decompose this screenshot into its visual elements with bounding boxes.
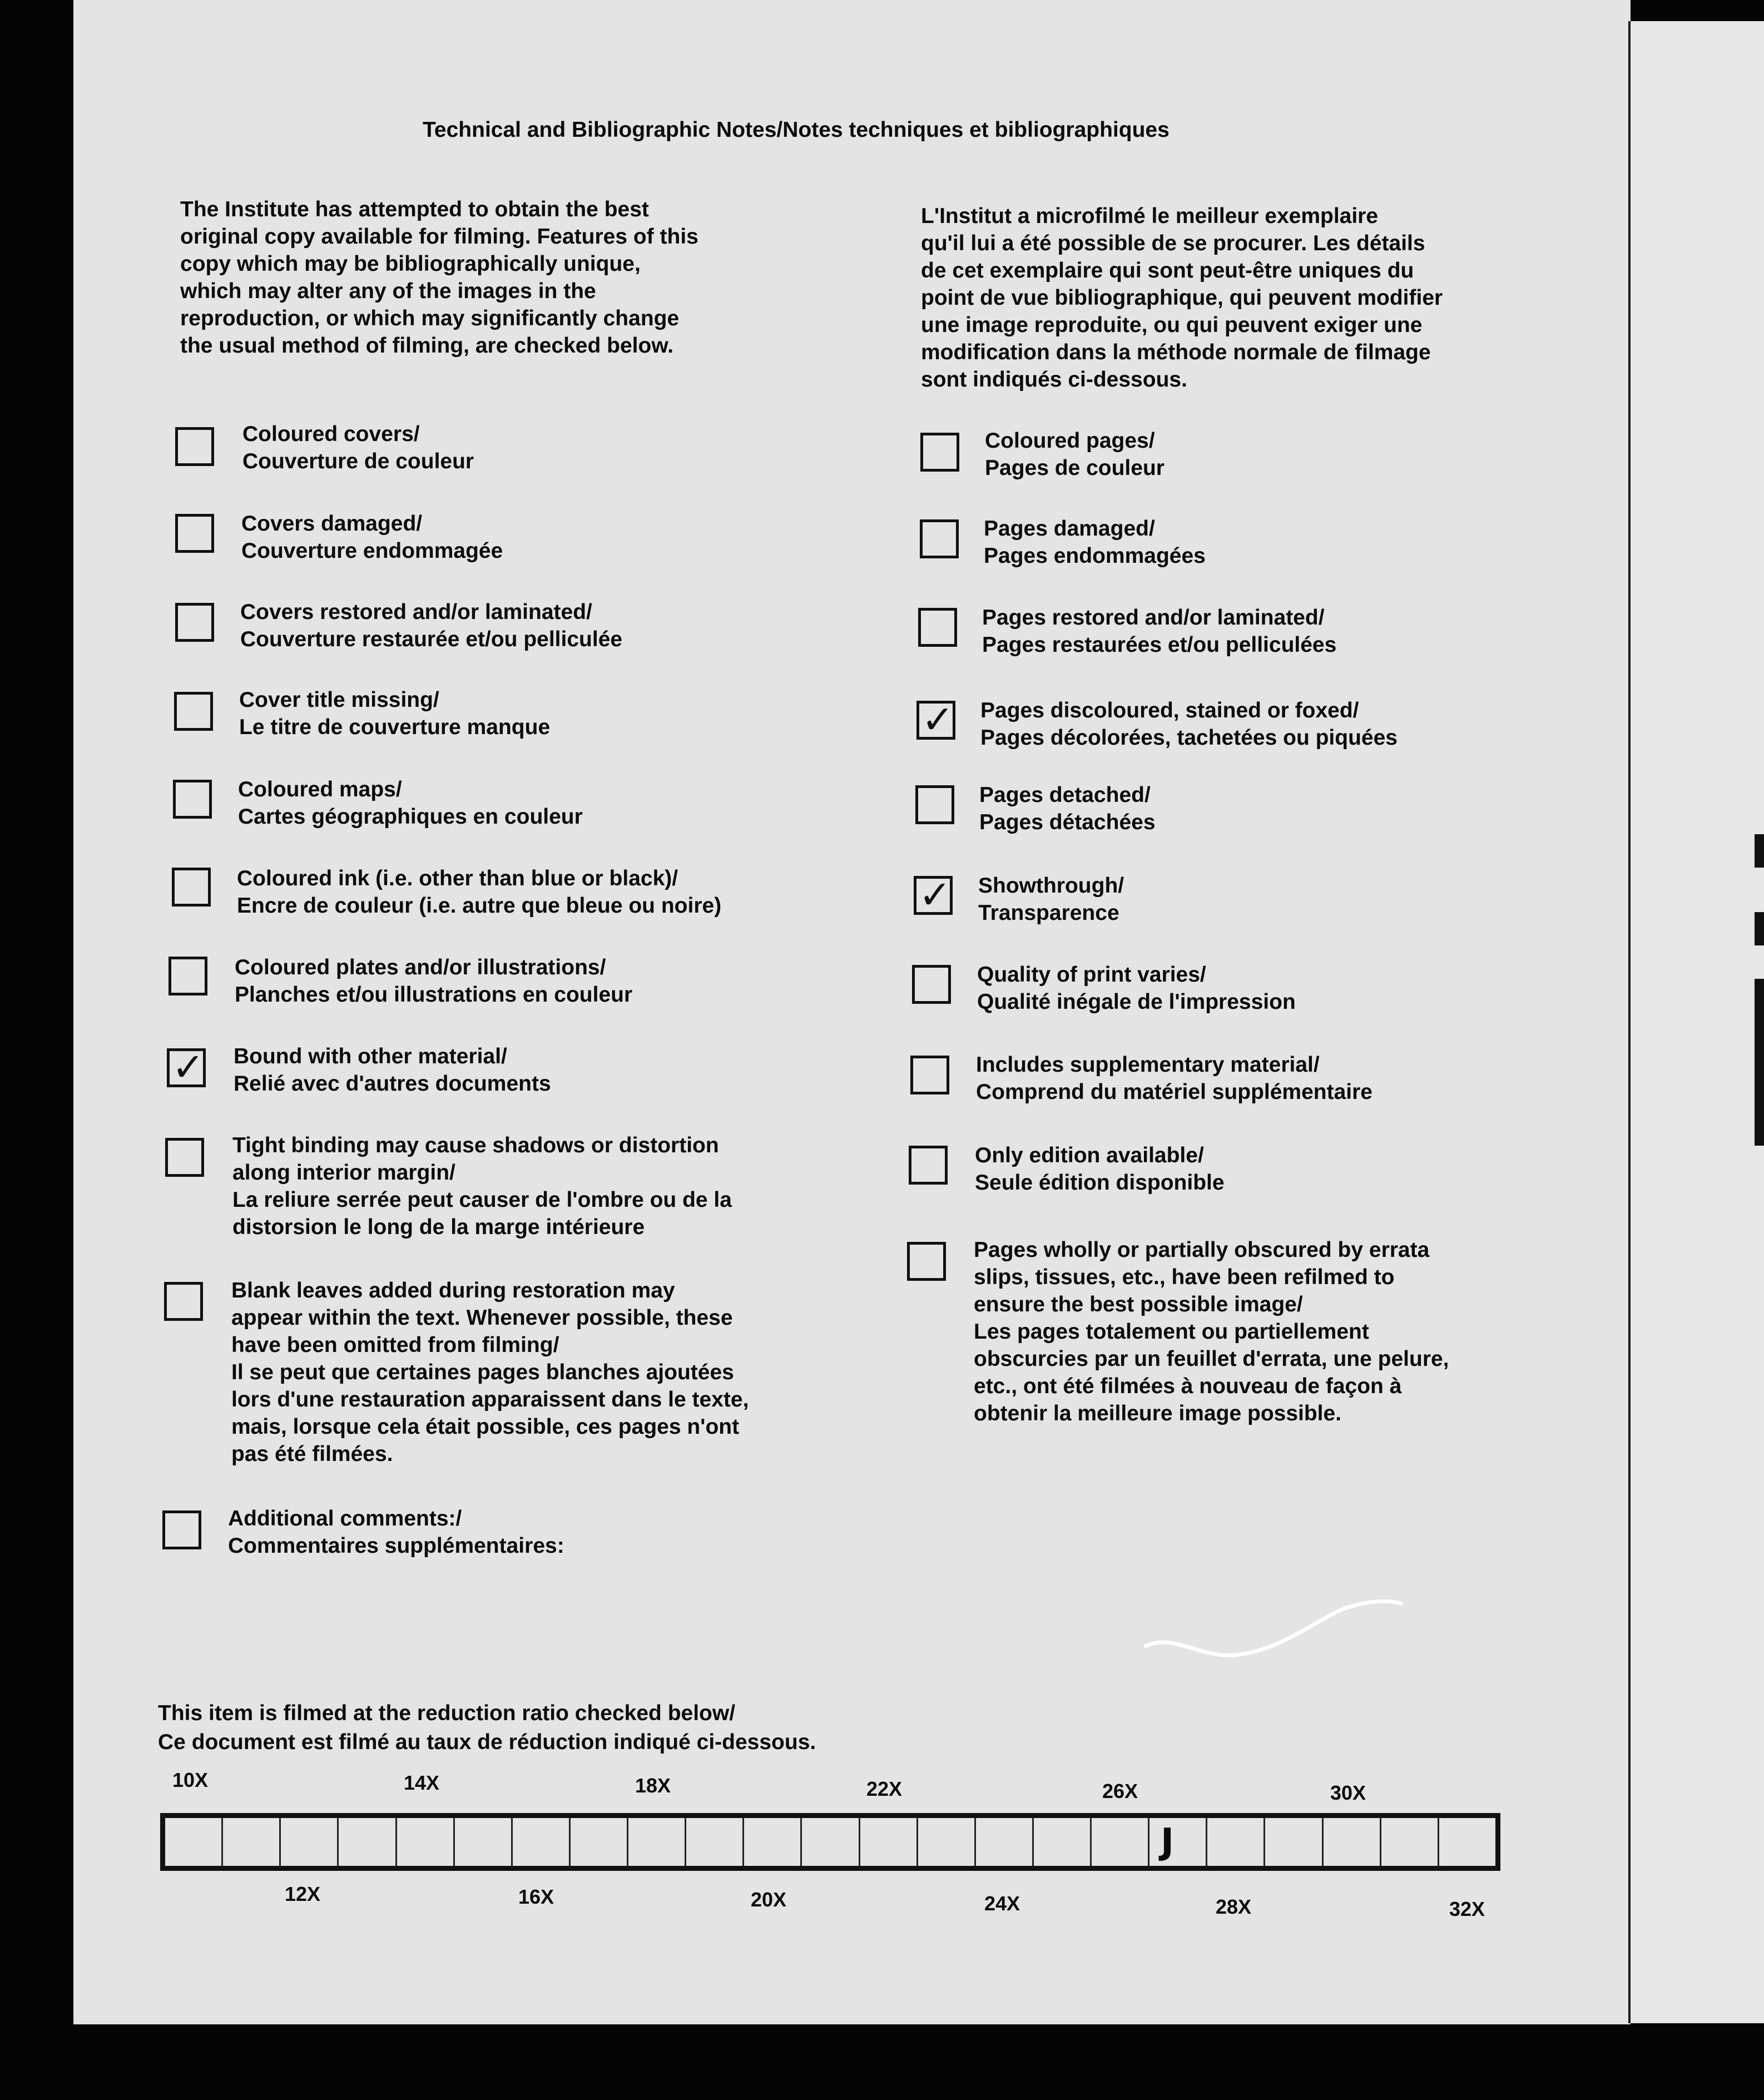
- checkmark-icon: ✓: [921, 697, 954, 742]
- ratio-cell[interactable]: [1149, 1818, 1207, 1866]
- text-line: Il se peut que certaines pages blanches ajoutées: [231, 1360, 734, 1384]
- text-line: Includes supplementary material/: [976, 1053, 1320, 1077]
- text-line: Le titre de couverture manque: [239, 715, 551, 739]
- text-line: Commentaires supplémentaires:: [228, 1534, 564, 1558]
- ratio-cell[interactable]: [976, 1818, 1034, 1866]
- right-checkbox-3[interactable]: [918, 608, 957, 647]
- text-line: de cet exemplaire qui sont peut-être uniques du: [921, 259, 1414, 283]
- ratio-cell[interactable]: [223, 1818, 281, 1866]
- margin-mark: [1755, 979, 1764, 1146]
- ratio-cell[interactable]: [571, 1818, 628, 1866]
- text-line: Couverture endommagée: [241, 539, 503, 563]
- reduction-ratio-caption: [158, 1699, 816, 1757]
- text-line: Only edition available/: [975, 1143, 1204, 1167]
- text-line: Couverture restaurée et/ou pelliculée: [240, 627, 623, 651]
- intro-english: [180, 196, 698, 359]
- right-checkbox-4[interactable]: [916, 697, 955, 742]
- text-line: Comprend du matériel supplémentaire: [976, 1080, 1372, 1104]
- text-line: Planches et/ou illustrations en couleur: [235, 983, 633, 1007]
- text-line: Seule édition disponible: [975, 1171, 1225, 1195]
- right-item-label-3: [982, 604, 1336, 658]
- text-line: Pages damaged/: [984, 517, 1155, 541]
- text-line: Cartes géographiques en couleur: [238, 805, 583, 829]
- ratio-cell[interactable]: [1092, 1818, 1149, 1866]
- left-checkbox-7[interactable]: [169, 957, 207, 995]
- text-line: Quality of print varies/: [977, 963, 1206, 987]
- text-line: Tight binding may cause shadows or distortion: [232, 1133, 719, 1157]
- text-line: Blank leaves added during restoration may: [231, 1279, 675, 1302]
- ratio-label-top: 18X: [635, 1774, 671, 1797]
- right-item-label-7: [977, 961, 1296, 1016]
- text-line: Relié avec d'autres documents: [234, 1072, 551, 1096]
- text-line: Pages endommagées: [984, 544, 1206, 568]
- text-line: Pages décolorées, tachetées ou piquées: [980, 726, 1398, 750]
- ratio-cell[interactable]: [339, 1818, 397, 1866]
- ratio-cell[interactable]: [165, 1818, 223, 1866]
- left-item-label-5: [238, 776, 583, 830]
- ratio-cell[interactable]: [860, 1818, 918, 1866]
- checkmark-icon: ✓: [919, 872, 952, 918]
- left-checkbox-1[interactable]: [175, 427, 214, 466]
- text-line: appear within the text. Whenever possible, these: [231, 1306, 733, 1330]
- text-line: reproduction, or which may significantly change: [180, 306, 680, 330]
- text-line: Cover title missing/: [239, 688, 439, 712]
- left-item-label-8: [234, 1043, 551, 1097]
- right-item-label-4: [980, 697, 1398, 751]
- right-item-label-8: [976, 1051, 1372, 1106]
- adjacent-page-strip: [1628, 21, 1764, 2023]
- text-line: This item is filmed at the reduction ratio checked below/: [158, 1701, 736, 1725]
- ratio-label-bottom: 20X: [751, 1888, 787, 1911]
- text-line: Coloured pages/: [985, 429, 1155, 453]
- text-line: Covers damaged/: [241, 512, 423, 536]
- right-checkbox-8[interactable]: [910, 1056, 949, 1094]
- ratio-cell[interactable]: [1265, 1818, 1323, 1866]
- ratio-label-bottom: 28X: [1216, 1895, 1252, 1918]
- ratio-label-top: 30X: [1330, 1781, 1366, 1804]
- text-line: along interior margin/: [232, 1161, 455, 1185]
- checkmark-icon: ✓: [172, 1044, 205, 1090]
- left-item-label-2: [241, 510, 503, 564]
- ratio-label-bottom: 24X: [984, 1892, 1020, 1915]
- text-line: mais, lorsque cela était possible, ces pages n'ont: [231, 1415, 740, 1439]
- ratio-label-bottom: 12X: [285, 1883, 321, 1905]
- text-line: copy which may be bibliographically unique,: [180, 252, 641, 276]
- reduction-ratio-scale: [160, 1813, 1500, 1871]
- checkmark-icon: J: [1161, 1821, 1174, 1863]
- text-line: which may alter any of the images in the: [180, 279, 596, 303]
- text-line: slips, tissues, etc., have been refilmed to: [974, 1265, 1395, 1289]
- ratio-cell[interactable]: [455, 1818, 513, 1866]
- left-checkbox-2[interactable]: [175, 514, 214, 553]
- text-line: Pages détachées: [979, 810, 1156, 834]
- left-item-label-11: [228, 1505, 564, 1559]
- text-line: Qualité inégale de l'impression: [977, 990, 1296, 1014]
- intro-french: [921, 202, 1443, 393]
- left-item-label-3: [240, 598, 622, 653]
- left-checkbox-9[interactable]: [165, 1138, 204, 1177]
- text-line: Pages discoloured, stained or foxed/: [980, 699, 1359, 722]
- left-item-label-9: [232, 1132, 732, 1241]
- text-line: Encre de couleur (i.e. autre que bleue ou noire): [237, 894, 722, 918]
- text-line: original copy available for filming. Features of this: [180, 225, 698, 249]
- left-item-label-1: [242, 420, 474, 475]
- text-line: Coloured covers/: [242, 422, 420, 446]
- left-checkbox-10[interactable]: [164, 1282, 203, 1321]
- ratio-cell[interactable]: [397, 1818, 455, 1866]
- ratio-cell[interactable]: [686, 1818, 744, 1866]
- right-checkbox-2[interactable]: [920, 519, 959, 558]
- ratio-cell[interactable]: [1439, 1818, 1495, 1866]
- right-item-label-5: [979, 781, 1156, 836]
- text-line: sont indiqués ci-dessous.: [921, 368, 1187, 392]
- ratio-label-bottom: 16X: [518, 1885, 554, 1908]
- ratio-cell[interactable]: [1381, 1818, 1439, 1866]
- ratio-cell[interactable]: [802, 1818, 860, 1866]
- text-line: Coloured ink (i.e. other than blue or black)/: [237, 866, 678, 890]
- text-line: The Institute has attempted to obtain the best: [180, 197, 649, 221]
- left-checkbox-3[interactable]: [175, 603, 214, 642]
- right-item-label-9: [975, 1142, 1225, 1196]
- left-checkbox-6[interactable]: [172, 868, 211, 907]
- text-line: pas été filmées.: [231, 1442, 393, 1466]
- text-line: Pages detached/: [979, 783, 1151, 807]
- left-checkbox-4[interactable]: [174, 692, 213, 731]
- text-line: Les pages totalement ou partiellement: [974, 1320, 1369, 1344]
- text-line: Ce document est filmé au taux de réduction indiqué ci-dessous.: [158, 1730, 816, 1754]
- page-title: Technical and Bibliographic Notes/Notes techniques et bibliographiques: [423, 118, 1170, 142]
- right-item-label-2: [984, 515, 1206, 569]
- text-line: obscurcies par un feuillet d'errata, une pelure,: [974, 1347, 1449, 1371]
- ratio-cell[interactable]: [1207, 1818, 1265, 1866]
- text-line: lors d'une restauration apparaissent dans le texte,: [231, 1388, 749, 1411]
- right-item-label-10: [974, 1236, 1449, 1427]
- text-line: Additional comments:/: [228, 1507, 462, 1531]
- text-line: Pages de couleur: [985, 456, 1165, 480]
- text-line: Bound with other material/: [234, 1044, 507, 1068]
- left-checkbox-5[interactable]: [173, 780, 212, 819]
- ratio-label-top: 26X: [1102, 1780, 1138, 1802]
- text-line: have been omitted from filming/: [231, 1333, 559, 1357]
- text-line: qu'il lui a été possible de se procurer. Les détails: [921, 231, 1425, 255]
- margin-mark: [1755, 912, 1764, 945]
- right-item-label-6: [978, 872, 1124, 927]
- ratio-cell[interactable]: [1324, 1818, 1381, 1866]
- ratio-cell[interactable]: [1034, 1818, 1092, 1866]
- ratio-label-top: 14X: [404, 1771, 440, 1794]
- right-checkbox-5[interactable]: [915, 785, 954, 824]
- text-line: distorsion le long de la marge intérieure: [232, 1215, 645, 1239]
- right-checkbox-6[interactable]: [914, 872, 953, 918]
- ratio-cell[interactable]: [744, 1818, 802, 1866]
- text-line: Coloured plates and/or illustrations/: [235, 955, 606, 979]
- ratio-label-top: 22X: [866, 1777, 903, 1800]
- right-item-label-1: [985, 427, 1165, 482]
- text-line: Couverture de couleur: [242, 449, 474, 473]
- text-line: Pages wholly or partially obscured by errata: [974, 1238, 1430, 1262]
- text-line: modification dans la méthode normale de filmage: [921, 340, 1431, 364]
- text-line: Showthrough/: [978, 874, 1124, 898]
- right-checkbox-1[interactable]: [920, 433, 959, 472]
- ratio-label-bottom: 32X: [1449, 1898, 1485, 1920]
- ratio-label-top: 10X: [172, 1769, 209, 1791]
- left-checkbox-11[interactable]: [162, 1510, 201, 1549]
- ratio-cell[interactable]: [918, 1818, 976, 1866]
- text-line: Covers restored and/or laminated/: [240, 600, 592, 624]
- margin-mark: [1755, 834, 1764, 868]
- text-line: the usual method of filming, are checked below.: [180, 334, 674, 358]
- ratio-cell[interactable]: [628, 1818, 686, 1866]
- text-line: Transparence: [978, 901, 1119, 925]
- text-line: La reliure serrée peut causer de l'ombre ou de la: [232, 1188, 732, 1212]
- left-item-label-6: [237, 865, 721, 919]
- left-item-label-7: [235, 954, 632, 1008]
- text-line: Pages restaurées et/ou pelliculées: [982, 633, 1337, 657]
- ratio-cell[interactable]: [281, 1818, 339, 1866]
- page-edge: [1628, 21, 1631, 2023]
- text-line: Coloured maps/: [238, 777, 402, 801]
- text-line: etc., ont été filmées à nouveau de façon à: [974, 1374, 1402, 1398]
- right-checkbox-7[interactable]: [912, 965, 951, 1004]
- right-checkbox-10[interactable]: [907, 1242, 946, 1281]
- text-line: une image reproduite, ou qui peuvent exiger une: [921, 313, 1423, 337]
- ratio-cell[interactable]: [513, 1818, 571, 1866]
- left-checkbox-8[interactable]: [167, 1044, 206, 1090]
- left-item-label-10: [231, 1277, 749, 1468]
- text-line: point de vue bibliographique, qui peuvent modifier: [921, 286, 1443, 310]
- text-line: Pages restored and/or laminated/: [982, 606, 1325, 630]
- text-line: ensure the best possible image/: [974, 1292, 1303, 1316]
- text-line: L'Institut a microfilmé le meilleur exemplaire: [921, 204, 1379, 228]
- right-checkbox-9[interactable]: [909, 1146, 948, 1185]
- left-item-label-4: [239, 686, 550, 741]
- scratch-mark: [1140, 1593, 1407, 1666]
- text-line: obtenir la meilleure image possible.: [974, 1401, 1342, 1425]
